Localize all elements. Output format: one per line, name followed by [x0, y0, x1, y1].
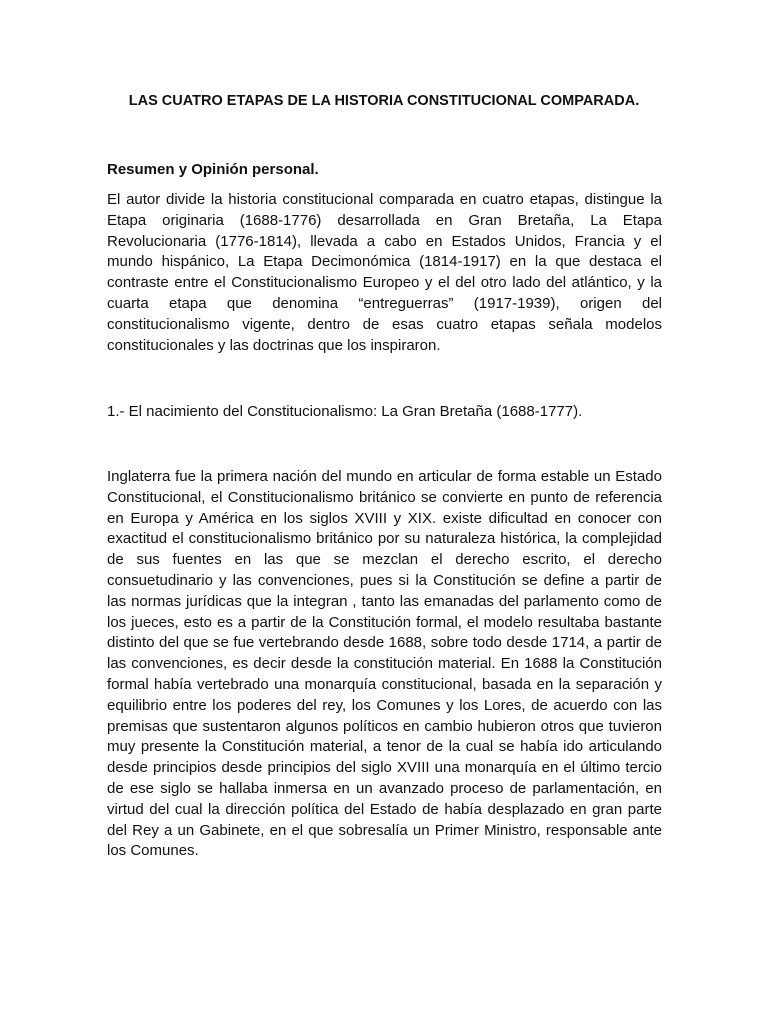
section-line: exactitud el constitucionalismo británico por su naturaleza histórica, la complejidad: [107, 530, 662, 548]
summary-line: cuarta etapa que denomina “entreguerras” (1917-1939), origen del: [107, 294, 662, 312]
summary-line: contraste entre el Constitucionalismo Europeo y el del otro lado del atlántico, y la: [107, 274, 662, 292]
section-line: Inglaterra fue la primera nación del mundo en articular de forma estable un Estado: [107, 468, 662, 485]
section-line: de sus fuentes en las que se mezclan el derecho escrito, el derecho: [107, 551, 662, 569]
section-line: los jueces, esto es a partir de la Constitución formal, el modelo resultaba bastante: [107, 613, 662, 631]
section-paragraph: [107, 467, 662, 862]
section-line: Constitucional, el Constitucionalismo británico se convierte en punto de referencia: [107, 488, 662, 506]
section-line: consuetudinario y las convenciones, pues si la Constitución se define a partir de: [107, 571, 662, 589]
section-line: de ese siglo se hallaba inmersa en un avanzado proceso de parlamentación, en: [107, 779, 662, 797]
section-subtitle: Resumen y Opinión personal.: [107, 161, 319, 178]
section-line: en Europa y América en los siglos XVIII y XIX. existe dificultad en conocer con: [107, 509, 662, 527]
summary-paragraph: [107, 190, 662, 356]
summary-line: Etapa originaria (1688-1776) desarrollada en Gran Bretaña, La Etapa: [107, 211, 662, 229]
summary-line: Revolucionaria (1776-1814), llevada a cabo en Estados Unidos, Francia y el: [107, 232, 662, 250]
section-line: desde principios desde principios del siglo XVIII una monarquía en el último tercio: [107, 759, 662, 777]
section-line: formal había vertebrado una monarquía constitucional, basada en la separación y: [107, 675, 662, 693]
summary-line: El autor divide la historia constitucional comparada en cuatro etapas, distingue la: [107, 191, 662, 208]
section-line: del Rey a un Gabinete, en el que sobresalía un Primer Ministro, responsable ante: [107, 821, 662, 839]
section-line: las normas jurídicas que la integran , tanto las emanadas del parlamento como de: [107, 592, 662, 610]
summary-line: constitucionalismo vigente, dentro de esas cuatro etapas señala modelos: [107, 315, 662, 333]
document-title: LAS CUATRO ETAPAS DE LA HISTORIA CONSTITUCIONAL COMPARADA.: [128, 93, 640, 109]
section-line: muy presente la Constitución material, a tenor de la cual se había ido articulando: [107, 738, 662, 756]
section-line: virtud del cual la dirección política del Estado de había desplazado en gran parte: [107, 800, 662, 818]
section-line: equilibrio entre los poderes del rey, los Comunes y los Lores, de acuerdo con las: [107, 696, 662, 714]
section-line: premisas que sustentaron algunos políticos en cambio hubieron otros que tuvieron: [107, 717, 662, 735]
section-heading: 1.- El nacimiento del Constitucionalismo: La Gran Bretaña (1688-1777).: [107, 403, 583, 420]
summary-line: mundo hispánico, La Etapa Decimonómica (1814-1917) en la que destaca el: [107, 253, 662, 271]
section-line: las convenciones, es decir desde la constitución material. En 1688 la Constitución: [107, 655, 662, 673]
section-line: distinto del que se fue vertebrando desde 1688, sobre todo desde 1714, a partir de: [107, 634, 662, 652]
summary-line: constitucionales y las doctrinas que los inspiraron.: [107, 336, 441, 354]
section-line: los Comunes.: [107, 842, 199, 860]
